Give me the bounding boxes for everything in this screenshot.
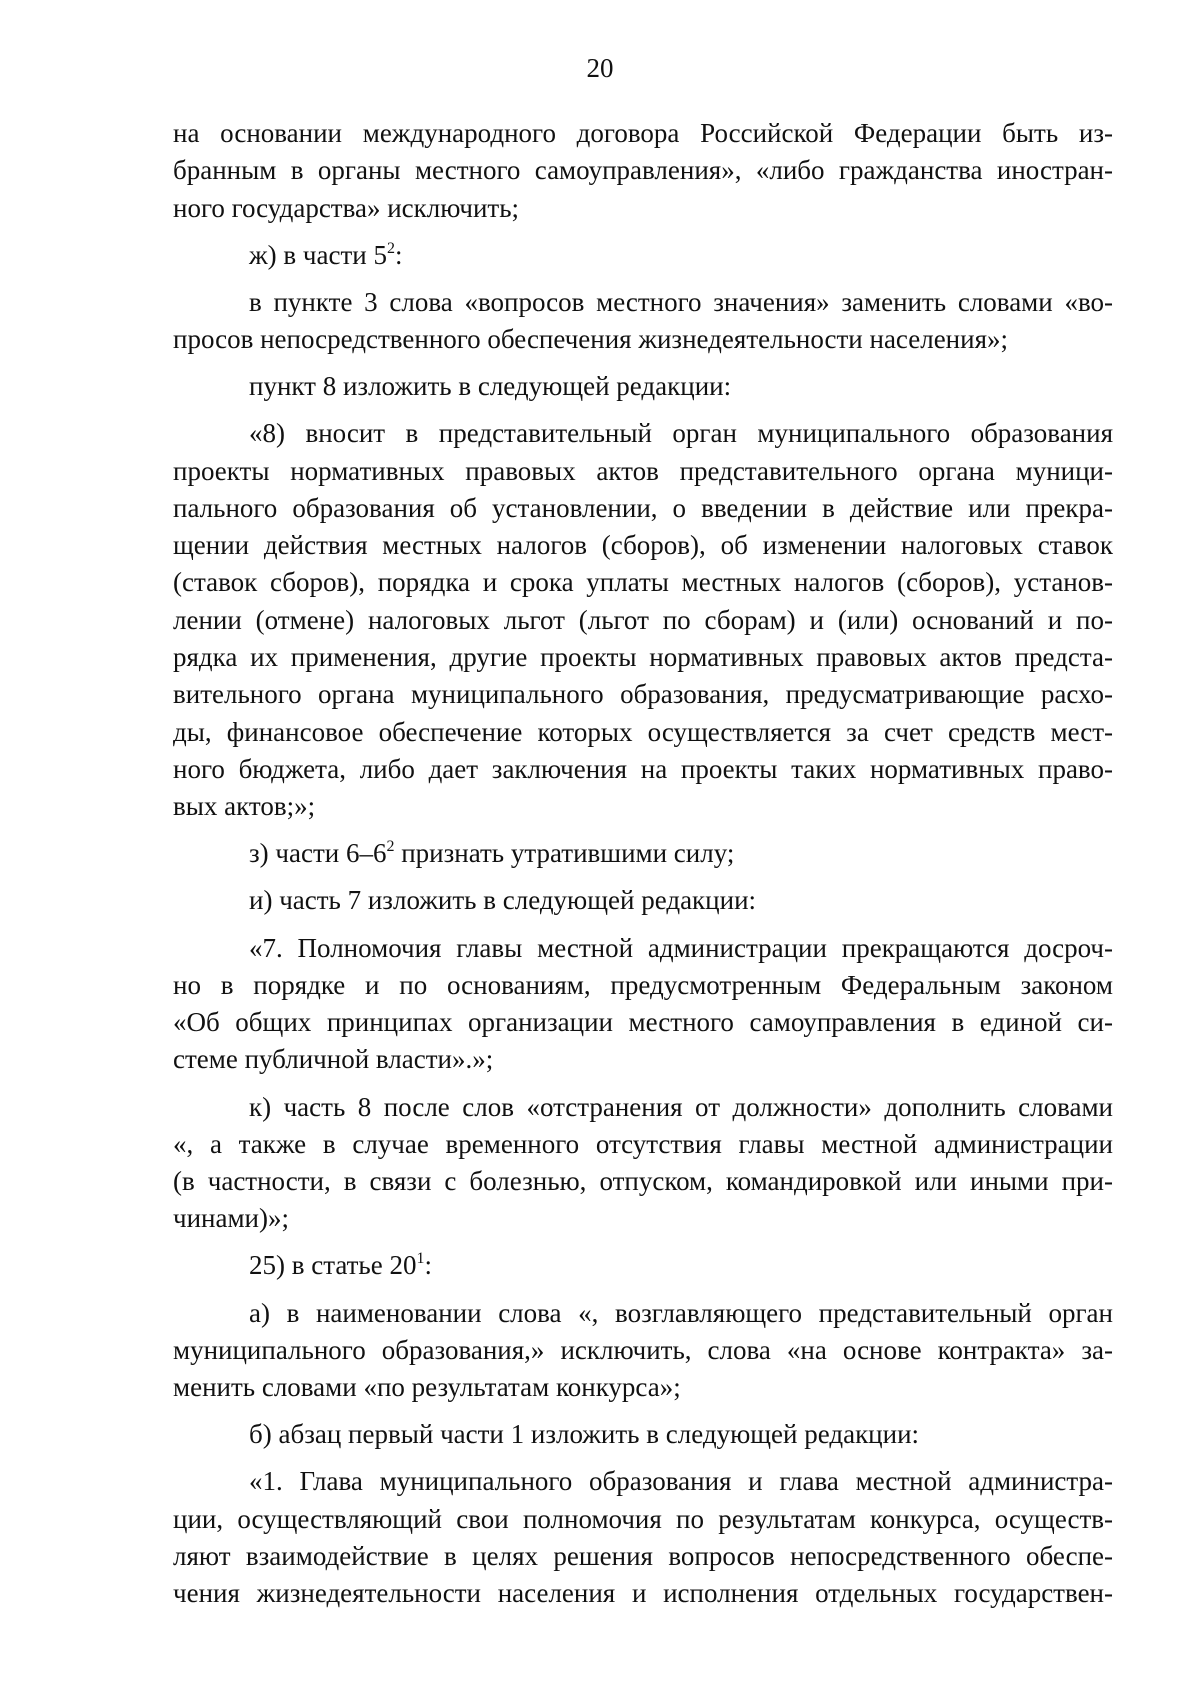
paragraph-p11 [173,1295,1113,1407]
text-run: вых актов;»; [173,791,316,822]
text-line [173,714,1113,751]
text-run: ляют взаимодействие в целях решения вопросов непосредственного обеспе- [173,1540,1113,1571]
text-run: щении действия местных налогов (сборов), об изменении налоговых ставок [173,530,1113,561]
text-line [173,1247,1113,1284]
text-run: проекты нормативных правовых актов представительного органа муници- [173,455,1113,486]
text-run: к) часть 8 после слов «отстранения от должности» дополнить словами [249,1091,1113,1122]
text-run: б) абзац первый части 1 изложить в следующей редакции: [249,1419,920,1450]
text-line [173,190,1113,227]
text-line [173,564,1113,601]
text-run: «8) вносит в представительный орган муниципального образования [249,418,1113,449]
paragraph-p12 [173,1416,1113,1453]
text-run: пального образования об установлении, о введении в действие или прекра- [173,492,1113,523]
text-line [173,1575,1113,1612]
text-run: ж) в части 5 [249,239,387,270]
paragraph-p1 [173,115,1113,227]
text-run: лении (отмене) налоговых льгот (льгот по сборам) и (или) оснований и по- [173,604,1113,635]
text-line [173,1041,1113,1078]
text-run: ды, финансовое обеспечение которых осуществляется за счет средств мест- [173,716,1113,747]
text-line [173,967,1113,1004]
paragraph-p5 [173,415,1113,825]
text-run: просов непосредственного обеспечения жизнедеятельности населения»; [173,324,1008,355]
text-run: чения жизнедеятельности населения и исполнения отдельных государствен- [173,1578,1113,1609]
text-line [173,368,1113,405]
paragraph-p3 [173,284,1113,359]
text-line [173,676,1113,713]
text-line [173,751,1113,788]
text-run: рядка их применения, другие проекты нормативных правовых актов предста- [173,642,1113,673]
text-line [173,1538,1113,1575]
text-line [173,490,1113,527]
text-run: бранным в органы местного самоуправления», «либо гражданства иностран- [173,155,1113,186]
text-line [173,1463,1113,1500]
text-run: : [394,239,403,270]
text-line [173,639,1113,676]
superscript: 1 [416,1250,425,1268]
text-line [173,1369,1113,1406]
text-line [173,1200,1113,1237]
text-line [173,1295,1113,1332]
paragraph-p4 [173,368,1113,405]
text-run: стеме публичной власти».»; [173,1044,494,1075]
paragraph-p7 [173,882,1113,919]
text-run: но в порядке и по основаниям, предусмотренным Федеральным законом [173,969,1113,1000]
text-run: пункт 8 изложить в следующей редакции: [249,371,732,402]
paragraph-p2 [173,237,1113,274]
text-line [173,152,1113,189]
text-line [173,602,1113,639]
text-run: 25) в статье 20 [249,1250,417,1281]
text-run: муниципального образования,» исключить, слова «на основе контракта» за- [173,1334,1113,1365]
text-run: (ставок сборов), порядка и срока уплаты местных налогов (сборов), установ- [173,567,1113,598]
text-run: «, а также в случае временного отсутствия главы местной администрации [173,1128,1113,1159]
text-line [173,321,1113,358]
paragraph-p9 [173,1089,1113,1238]
text-line [173,1416,1113,1453]
paragraph-p10 [173,1247,1113,1284]
superscript: 2 [386,239,395,257]
text-line [173,237,1113,274]
text-run: на основании международного договора Российской Федерации быть из- [173,118,1113,148]
text-run: а) в наименовании слова «, возглавляющего представительный орган [249,1297,1113,1328]
text-run: з) части 6–6 [249,838,387,869]
paragraph-p6 [173,835,1113,872]
text-line [173,882,1113,919]
text-line [173,788,1113,825]
text-line [173,1332,1113,1369]
text-run: «7. Полномочия главы местной администрации прекращаются досроч- [249,932,1113,963]
text-run: : [424,1250,432,1281]
text-run: вительного органа муниципального образования, предусматривающие расхо- [173,679,1113,710]
document-body [173,115,1113,1622]
text-line [173,1163,1113,1200]
text-run: ции, осуществляющий свои полномочия по результатам конкурса, осуществ- [173,1503,1113,1534]
text-line [173,1501,1113,1538]
text-run: ного бюджета, либо дает заключения на проекты таких нормативных право- [173,753,1113,784]
text-run: в пункте 3 слова «вопросов местного значения» заменить словами «во- [249,286,1113,317]
superscript: 2 [386,838,395,856]
text-line [173,1004,1113,1041]
text-line [173,115,1113,152]
text-run: и) часть 7 изложить в следующей редакции: [249,885,757,916]
text-line [173,415,1113,452]
text-run: признать утратившими силу; [394,838,735,869]
text-run: (в частности, в связи с болезнью, отпуском, командировкой или иными при- [173,1166,1113,1197]
text-line [173,527,1113,564]
text-run: «1. Глава муниципального образования и глава местной администра- [249,1466,1113,1497]
text-line [173,453,1113,490]
text-line [173,284,1113,321]
text-line [173,1126,1113,1163]
text-line [173,1089,1113,1126]
paragraph-p8 [173,930,1113,1079]
paragraph-p13 [173,1463,1113,1612]
text-run: менить словами «по результатам конкурса»; [173,1372,681,1403]
text-run: «Об общих принципах организации местного самоуправления в единой си- [173,1007,1113,1038]
page-number: 20 [586,53,614,83]
text-line [173,835,1113,872]
text-run: чинами)»; [173,1203,289,1234]
text-run: ного государства» исключить; [173,192,520,223]
text-line [173,930,1113,967]
